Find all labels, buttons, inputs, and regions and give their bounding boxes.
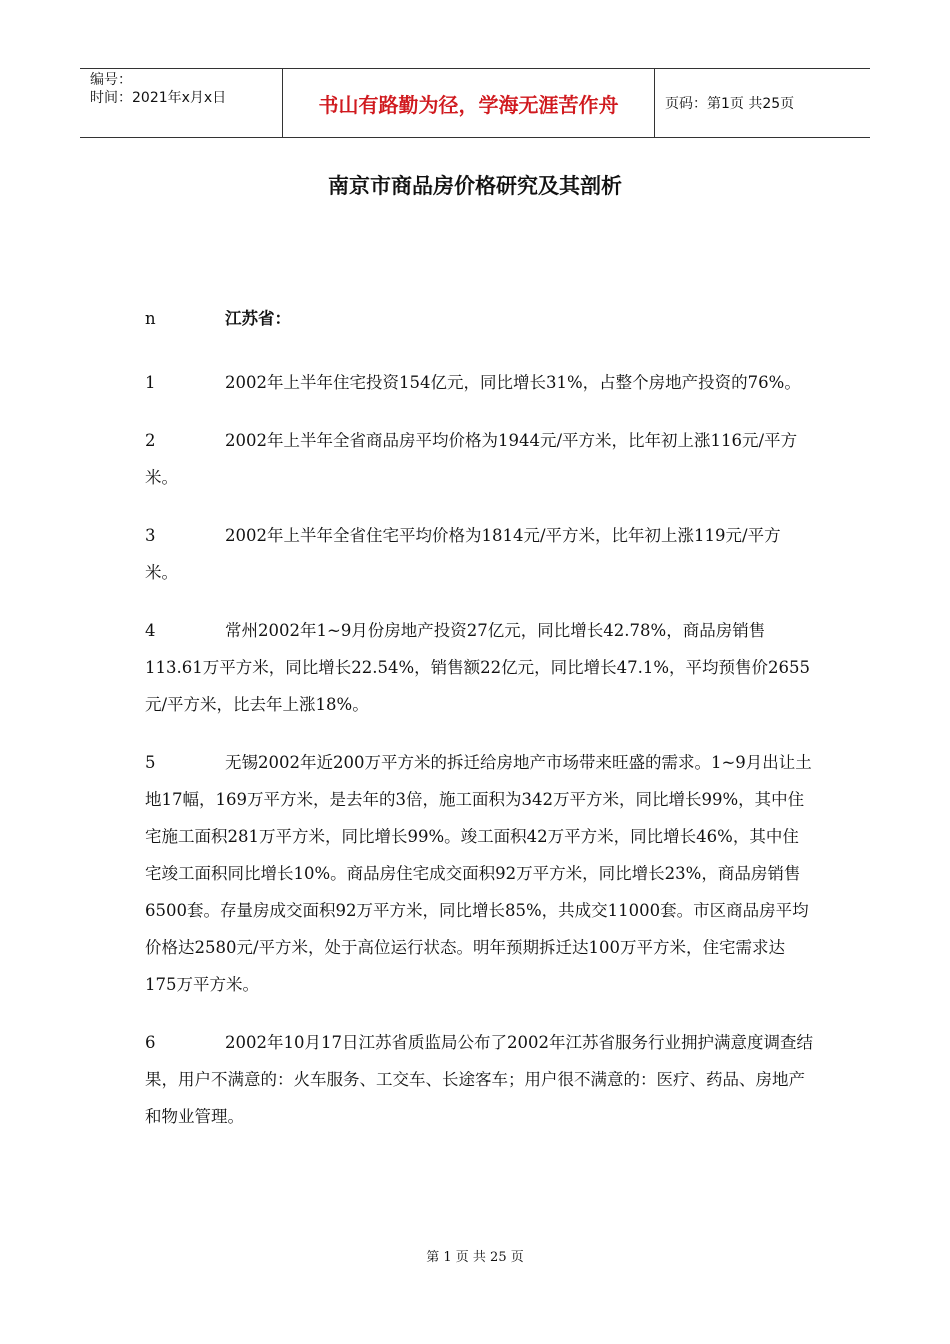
page-footer: 第 1 页 共 25 页: [426, 1250, 524, 1265]
list-item: [145, 612, 813, 723]
section-title: 江苏省：: [225, 309, 291, 328]
section-heading: [145, 304, 813, 334]
item-number: 6: [145, 1033, 156, 1052]
document-title: 南京市商品房价格研究及其剖析: [328, 174, 622, 198]
item-text: 无锡2002年近200万平方米的拆迁给房地产市场带来旺盛的需求。1~9月出让土地17幅，169万平方米，是去年的3倍，施工面积为342万平方米，同比增长99%，其中住宅施工面积281万平方米，同比增长99%。竣工面积42万平方米，同比增长46%，其中住宅竣工面积同比增长10%。商品房住宅成交面积92万平方米，同比增长23%，商品房销售6500套。存量房成交面积92万平方米，同比增长85%，共成交11000套。市区商品房平均价格达2580元/平方米，处于高位运行状态。明年预期拆迁达100万平方米，住宅需求达175万平方米。: [145, 753, 812, 994]
list-item: [145, 1024, 813, 1135]
item-text: 2002年上半年全省住宅平均价格为1814元/平方米，比年初上涨119元/平方米。: [145, 526, 781, 582]
header-motto: 书山有路勤为径，学海无涯苦作舟: [282, 69, 655, 137]
list-item: [145, 422, 813, 496]
document-date-label: 时间：2021年x月x日: [90, 90, 227, 106]
item-number: 4: [145, 621, 156, 640]
header-meta: [80, 69, 282, 137]
page-header: [80, 68, 870, 138]
item-text: 常州2002年1~9月份房地产投资27亿元，同比增长42.78%，商品房销售113.61万平方米，同比增长22.54%，销售额22亿元，同比增长47.1%，平均预售价2655元/平方米，比去年上涨18%。: [145, 621, 811, 714]
header-page-info: 页码：第1页 共25页: [665, 96, 795, 112]
item-number: 5: [145, 753, 156, 772]
document-number-label: 编号：: [90, 72, 132, 88]
section-marker: n: [145, 309, 156, 328]
item-number: 1: [145, 373, 156, 392]
item-number: 3: [145, 526, 156, 545]
item-text: 2002年上半年住宅投资154亿元，同比增长31%，占整个房地产投资的76%。: [225, 373, 801, 392]
document-body: [145, 304, 813, 1156]
item-text: 2002年上半年全省商品房平均价格为1944元/平方米，比年初上涨116元/平方米。: [145, 431, 798, 487]
list-item: [145, 744, 813, 1003]
item-number: 2: [145, 431, 156, 450]
list-item: [145, 364, 813, 401]
item-text: 2002年10月17日江苏省质监局公布了2002年江苏省服务行业拥护满意度调查结果，用户不满意的：火车服务、工交车、长途客车；用户很不满意的：医疗、药品、房地产和物业管理。: [145, 1033, 813, 1126]
list-item: [145, 517, 813, 591]
